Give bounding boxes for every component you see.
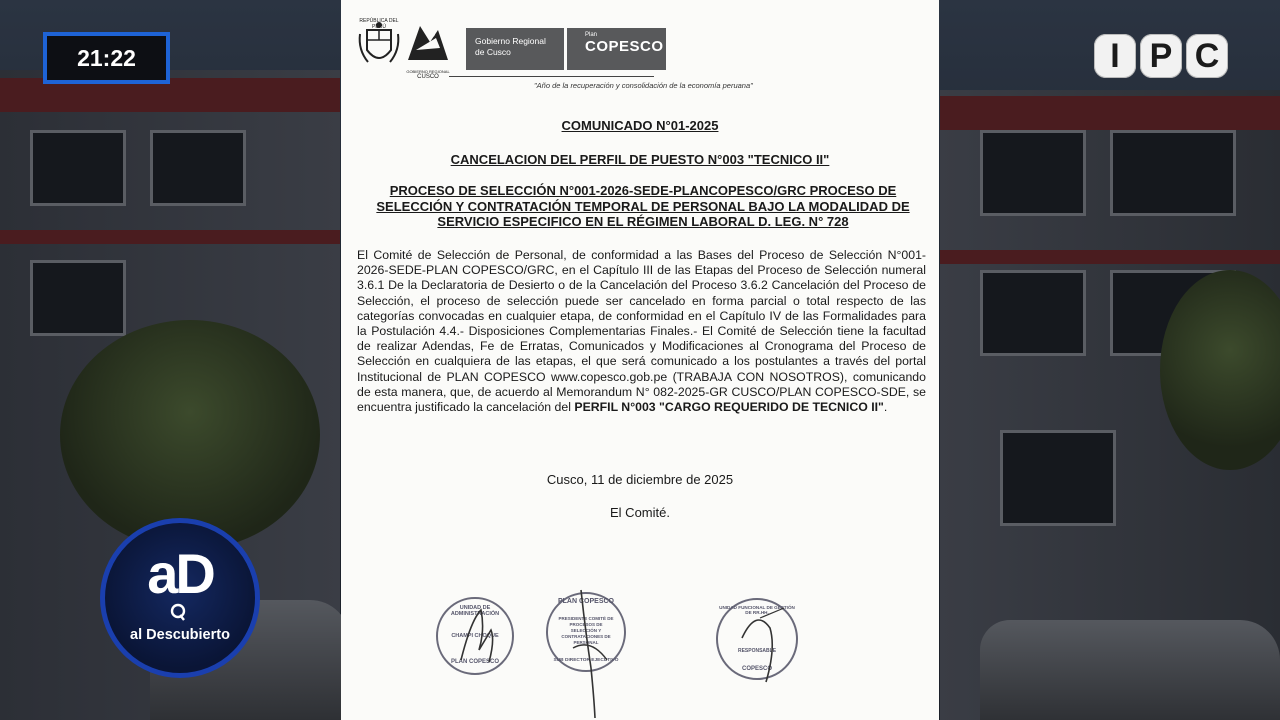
- channel-logo: [1094, 34, 1228, 78]
- communique-body: [357, 248, 926, 415]
- shield-caption: REPÚBLICA DEL PERÚ: [359, 18, 399, 30]
- communique-title: COMUNICADO N°01-2025: [561, 118, 719, 133]
- gobierno-regional-emblem: [406, 20, 450, 78]
- gobierno-line-1: Gobierno Regional: [475, 36, 546, 46]
- signature-2: [561, 588, 621, 720]
- channel-letter: I: [1094, 34, 1136, 78]
- channel-letter: C: [1186, 34, 1228, 78]
- stamp-bottom-text: SUB DIRECTOR EJECUTIVO: [553, 658, 619, 663]
- emblem-caption: GOBIERNO REGIONAL: [406, 69, 450, 74]
- communique-subtitle: CANCELACION DEL PERFIL DE PUESTO N°003 "TECNICO II": [450, 152, 830, 167]
- year-motto: "Año de la recuperación y consolidación de la economía peruana": [534, 81, 753, 90]
- stamp-top-text: UNIDAD DE ADMINISTRACIÓN: [450, 605, 500, 617]
- stamp-center-text: RESPONSABLE: [737, 648, 777, 654]
- plan-copesco-logo: [567, 28, 666, 70]
- copesco-label: COPESCO: [585, 38, 664, 55]
- program-name: al Descubierto: [130, 627, 230, 643]
- header-rule: [449, 76, 654, 77]
- process-heading: PROCESO DE SELECCIÓN N°001-2026-SEDE-PLANCOPESCO/GRC PROCESO DE SELECCIÓN Y CONTRATACIÓN TEMPORAL DE PERSONAL BAJO LA MODALIDAD DE SERVICIO ESPECIFICO EN EL RÉGIMEN LABORAL D. LEG. N° 728: [376, 183, 910, 229]
- stamp-top-text: PLAN COPESCO: [557, 598, 614, 605]
- channel-letter: P: [1140, 34, 1182, 78]
- stamp-bottom-text: PLAN COPESCO: [450, 659, 499, 665]
- stamp-top-text: UNIDAD FUNCIONAL DE GESTIÓN DE RR.HH.: [719, 605, 795, 615]
- body-end: .: [883, 400, 888, 415]
- signoff: El Comité.: [610, 505, 670, 520]
- broadcast-clock: 21:22: [43, 32, 170, 84]
- program-logo-mark: aD: [147, 542, 213, 605]
- body-text: El Comité de Selección de Personal, de conformidad a las Bases del Proceso de Selección N°001-2026-SEDE-PLAN COPESCO/GRC, en el Capítulo III de las Etapas del Proceso de Selección numeral 3.6.1 De la Declaratoria de Desierto o de la Cancelación del Proceso 3.6.2 Cancelación del Proceso de Selección, el proceso de selección puede ser cancelado en forma parcial o total respecto de las categorías convocadas en cualquier etapa, de conformidad en el Capítulo IV de las Formalidades para la Postulación 4.4.- Disposiciones Complementarias Finales.- El Comité de Selección tiene la facultad de realizar Adendas, Fe de Erratas, Comunicados y Modificaciones al Cronograma del Proceso de Selección en cualquiera de las etapas, el que será comunicado a los postulantes a través del portal Institucional de PLAN COPESCO www.copesco.gob.pe (TRABAJA CON NOSOTROS), comunicando de esta manera, que, de acuerdo al Memorandum N° 082-2025-GR CUSCO/PLAN COPESCO-SDE, se encuentra justificado la cancelación del: [357, 248, 926, 415]
- program-logo: [100, 518, 260, 678]
- gobierno-regional-label: [466, 28, 564, 70]
- location-pin-icon: [169, 603, 187, 621]
- document-page: [341, 0, 939, 720]
- body-bold-text: PERFIL N°003 "CARGO REQUERIDO DE TECNICO II": [574, 400, 884, 415]
- peru-shield-logo: [356, 20, 402, 72]
- stamp-bottom-text: COPESCO: [741, 666, 772, 672]
- gobierno-line-2: de Cusco: [475, 47, 511, 57]
- signature-1: [451, 600, 511, 670]
- plan-small-label: Plan: [585, 32, 598, 38]
- document-date: Cusco, 11 de diciembre de 2025: [546, 472, 734, 487]
- stamp-center-text: PRESIDENTE COMITÉ DE PROCESOS DE SELECCIÓN Y CONTRATACIONES DE PERSONAL: [558, 616, 614, 645]
- emblem-city: CUSCO: [417, 74, 439, 80]
- signature-3: [736, 598, 796, 688]
- header-logos: [356, 18, 664, 80]
- stamp-center-text: CHAMPI CHOQUE: [451, 633, 499, 639]
